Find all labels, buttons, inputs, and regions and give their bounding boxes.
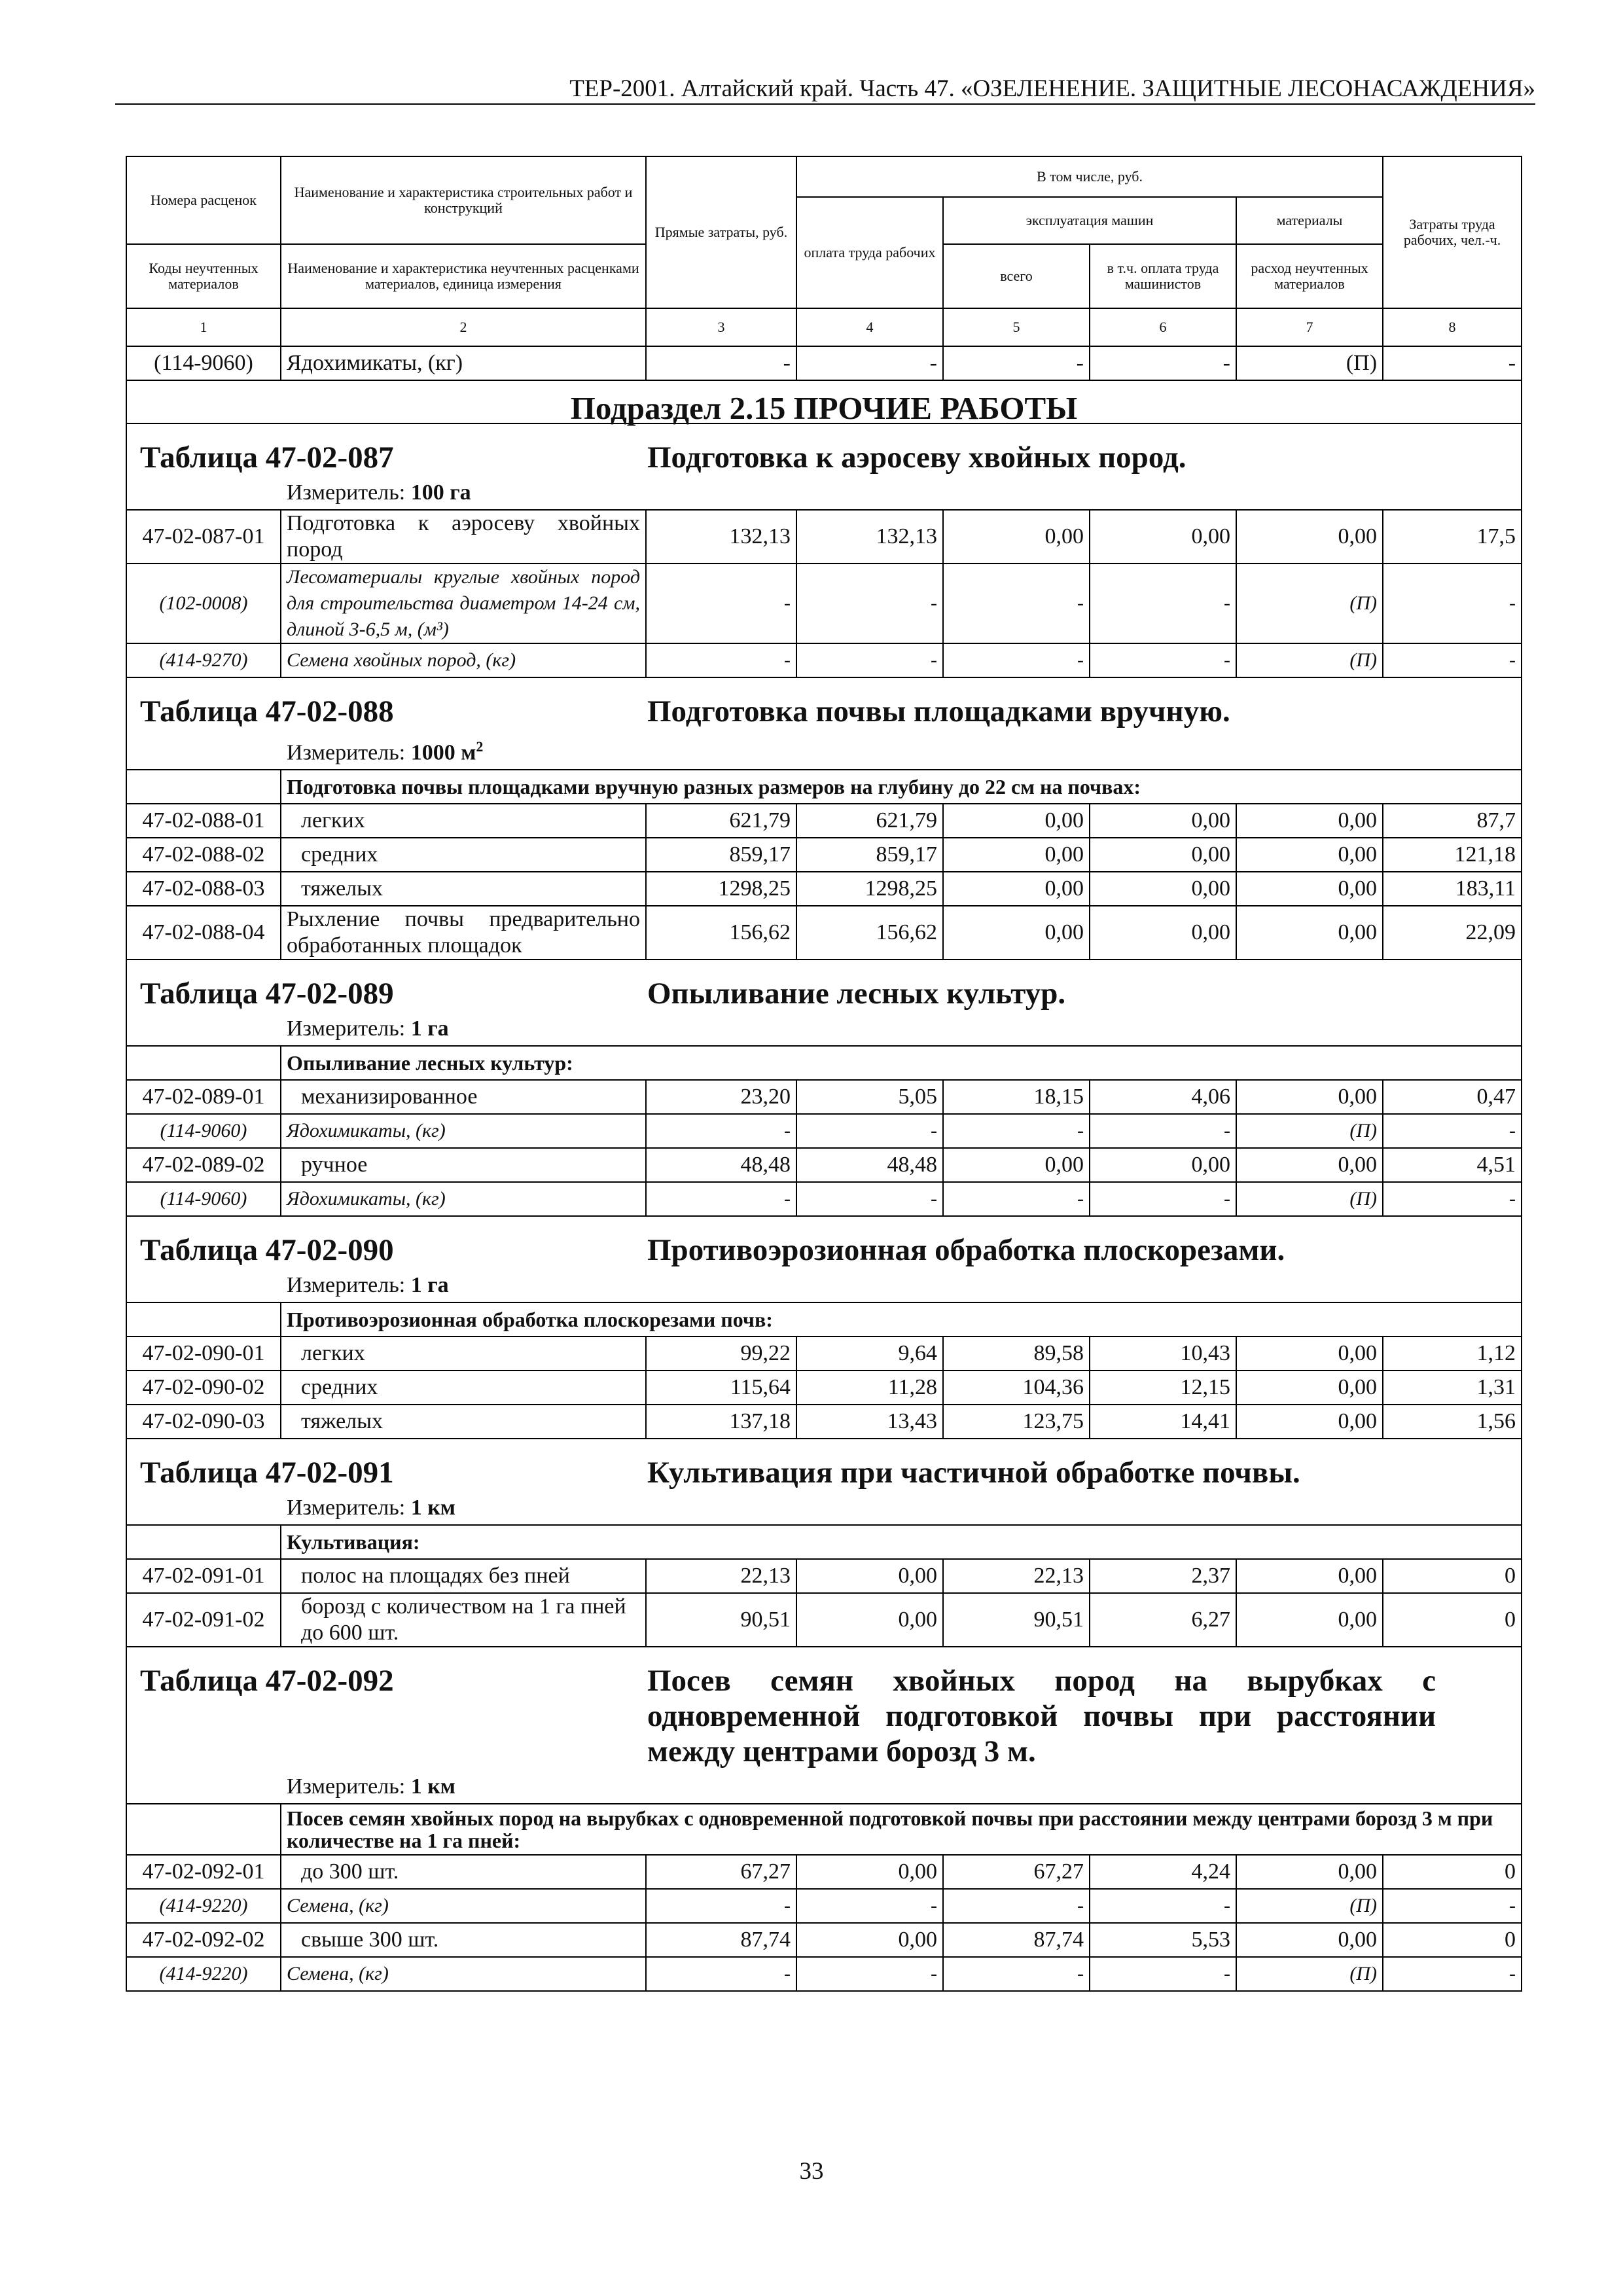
rate-value: 11,28 (796, 1371, 943, 1405)
table-title-row (126, 1647, 1522, 1804)
running-header-text: ТЕР-2001. Алтайский край. Часть 47. «ОЗЕЛЕНЕНИЕ. ЗАЩИТНЫЕ ЛЕСОНАСАЖДЕНИЯ» (569, 75, 1535, 102)
rate-row (126, 1405, 1522, 1439)
rate-value: 0,00 (1236, 906, 1383, 960)
rate-value: 0,00 (1236, 1405, 1383, 1439)
rate-code: 47-02-088-04 (126, 906, 281, 960)
rate-value: 13,43 (796, 1405, 943, 1439)
rate-value: - (796, 1889, 943, 1923)
rate-code: (414-9220) (126, 1957, 281, 1991)
header-name-unaccounted: Наименование и характеристика неучтенных расценками материалов, единица измерения (281, 244, 646, 308)
column-number: 6 (1090, 308, 1236, 346)
rate-value: - (646, 1889, 796, 1923)
rate-code: 47-02-090-01 (126, 1336, 281, 1371)
rate-row (126, 838, 1522, 872)
rates-table (126, 156, 1522, 1992)
rate-value: 0,00 (1236, 1593, 1383, 1647)
rate-name: тяжелых (281, 872, 646, 906)
rate-row (126, 1080, 1522, 1114)
rate-value: (П) (1236, 564, 1383, 643)
table-title-row (126, 960, 1522, 1046)
rate-code: 47-02-091-02 (126, 1593, 281, 1647)
header-direct-costs: Прямые затраты, руб. (646, 156, 796, 308)
table-title: Культивация при частичной обработке почвы. (647, 1456, 1300, 1490)
rate-row (126, 1923, 1522, 1957)
rate-value: - (1383, 643, 1522, 677)
group-row (126, 1525, 1522, 1559)
material-row (126, 643, 1522, 677)
rate-value: 1,56 (1383, 1405, 1522, 1439)
rate-value: 0,00 (796, 1593, 943, 1647)
rate-code: (414-9220) (126, 1889, 281, 1923)
table-title-block (126, 677, 1522, 770)
rate-value: 90,51 (646, 1593, 796, 1647)
rate-name: свыше 300 шт. (281, 1923, 646, 1957)
rate-value: - (1090, 1889, 1236, 1923)
rate-name: механизированное (281, 1080, 646, 1114)
rate-name: Ядохимикаты, (кг) (281, 1114, 646, 1148)
table-title-block (126, 1439, 1522, 1525)
rate-value: 137,18 (646, 1405, 796, 1439)
rate-value: 5,05 (796, 1080, 943, 1114)
header-machinist-pay: в т.ч. оплата труда машинистов (1090, 244, 1236, 308)
rate-value: 48,48 (796, 1148, 943, 1182)
table-title: Подготовка к аэросеву хвойных пород. (647, 440, 1186, 475)
rate-name: легких (281, 1336, 646, 1371)
rate-value: 12,15 (1090, 1371, 1236, 1405)
rate-value: 90,51 (943, 1593, 1090, 1647)
rate-value: - (1383, 1889, 1522, 1923)
rate-value: - (943, 1182, 1090, 1216)
rate-value: - (943, 1957, 1090, 1991)
rate-row (126, 1148, 1522, 1182)
rate-value: 0,00 (1236, 1923, 1383, 1957)
table-title-block (126, 1647, 1522, 1804)
rate-value: - (1383, 346, 1522, 380)
rate-name: Рыхление почвы предварительно обработанных площадок (281, 906, 646, 960)
measurer-label: Измеритель: (287, 1496, 406, 1520)
group-spacer (126, 1046, 281, 1080)
rate-name: Подготовка к аэросеву хвойных пород (281, 510, 646, 564)
header-machines-total: всего (943, 244, 1090, 308)
rate-value: - (943, 643, 1090, 677)
table-title-row (126, 1216, 1522, 1302)
rate-value: 183,11 (1383, 872, 1522, 906)
table-title-row (126, 1439, 1522, 1525)
rate-value: 9,64 (796, 1336, 943, 1371)
table-title-block (126, 960, 1522, 1046)
rate-value: 0,00 (943, 1148, 1090, 1182)
rate-value: 89,58 (943, 1336, 1090, 1371)
rate-name: Лесоматериалы круглые хвойных пород для строительства диаметром 14-24 см, длиной 3-6,5 м, (м³) (281, 564, 646, 643)
rate-value: 121,18 (1383, 838, 1522, 872)
rate-value: 0,00 (1236, 838, 1383, 872)
material-row (126, 1182, 1522, 1216)
rate-name: Семена хвойных пород, (кг) (281, 643, 646, 677)
measurer-unit: 1 га (410, 1016, 449, 1041)
measurer-label: Измеритель: (287, 740, 406, 765)
measurer (127, 729, 1521, 769)
subsection-title: Подраздел 2.15 ПРОЧИЕ РАБОТЫ (570, 390, 1078, 426)
rate-value: 14,41 (1090, 1405, 1236, 1439)
rate-code: (114-9060) (126, 1182, 281, 1216)
column-number: 7 (1236, 308, 1383, 346)
rate-row (126, 804, 1522, 838)
rate-name: Семена, (кг) (281, 1957, 646, 1991)
rate-value: 4,51 (1383, 1148, 1522, 1182)
rate-value: - (796, 1957, 943, 1991)
rate-code: (114-9060) (126, 346, 281, 380)
rate-value: - (1383, 1957, 1522, 1991)
group-caption: Опыливание лесных культур: (281, 1046, 1522, 1080)
rate-row (126, 1855, 1522, 1889)
rate-value: 67,27 (646, 1855, 796, 1889)
rate-value: 22,13 (943, 1559, 1090, 1593)
rate-value: 132,13 (796, 510, 943, 564)
group-caption: Противоэрозионная обработка плоскорезами почв: (281, 1302, 1522, 1336)
header-machines: эксплуатация машин (943, 197, 1236, 244)
rate-value: - (646, 564, 796, 643)
rate-row (126, 346, 1522, 380)
table-title: Посев семян хвойных пород на вырубках с одновременной подготовкой почвы при расстоянии между центрами борозд 3 м. (647, 1664, 1436, 1769)
rate-value: 0,00 (1236, 804, 1383, 838)
group-caption: Подготовка почвы площадками вручную разных размеров на глубину до 22 см на почвах: (281, 770, 1522, 804)
header-labor-pay: оплата труда рабочих (796, 197, 943, 308)
rate-value: 17,5 (1383, 510, 1522, 564)
running-header (115, 71, 1535, 105)
header-name: Наименование и характеристика строительных работ и конструкций (281, 156, 646, 244)
rate-value: 0,00 (943, 838, 1090, 872)
measurer-label: Измеритель: (287, 480, 406, 505)
rate-name: тяжелых (281, 1405, 646, 1439)
rate-name: легких (281, 804, 646, 838)
rate-value: - (796, 643, 943, 677)
rate-value: 104,36 (943, 1371, 1090, 1405)
rate-value: 156,62 (796, 906, 943, 960)
rate-row (126, 872, 1522, 906)
measurer (127, 1268, 1521, 1302)
rate-code: (114-9060) (126, 1114, 281, 1148)
rate-name: Ядохимикаты, (кг) (281, 346, 646, 380)
rate-value: - (1383, 1114, 1522, 1148)
group-row (126, 1302, 1522, 1336)
header-materials: материалы (1236, 197, 1383, 244)
rate-name: полос на площадях без пней (281, 1559, 646, 1593)
rate-code: 47-02-091-01 (126, 1559, 281, 1593)
rate-code: 47-02-090-02 (126, 1371, 281, 1405)
rate-value: 6,27 (1090, 1593, 1236, 1647)
rate-value: 123,75 (943, 1405, 1090, 1439)
group-spacer (126, 1302, 281, 1336)
rate-value: 0,00 (1236, 872, 1383, 906)
material-row (126, 1114, 1522, 1148)
rate-name: Семена, (кг) (281, 1889, 646, 1923)
group-spacer (126, 770, 281, 804)
measurer-unit: 1 км (410, 1496, 455, 1520)
rate-value: 621,79 (646, 804, 796, 838)
rate-value: 0,00 (1236, 1371, 1383, 1405)
rate-value: 0 (1383, 1855, 1522, 1889)
rate-value: 4,24 (1090, 1855, 1236, 1889)
column-number: 3 (646, 308, 796, 346)
rate-value: 99,22 (646, 1336, 796, 1371)
rate-value: - (943, 346, 1090, 380)
rate-value: 0,00 (1236, 510, 1383, 564)
material-row (126, 564, 1522, 643)
table-title: Подготовка почвы площадками вручную. (647, 694, 1230, 728)
header-labor-costs: Затраты труда рабочих, чел.-ч. (1383, 156, 1522, 308)
table-title: Противоэрозионная обработка плоскорезами. (647, 1233, 1285, 1268)
rate-value: 156,62 (646, 906, 796, 960)
rate-code: 47-02-088-03 (126, 872, 281, 906)
rate-value: - (1090, 564, 1236, 643)
rate-value: (П) (1236, 1957, 1383, 1991)
table-title-row (126, 677, 1522, 770)
group-caption: Посев семян хвойных пород на вырубках с одновременной подготовкой почвы при расстоянии между центрами борозд 3 м при количестве на 1 га пней: (281, 1804, 1522, 1855)
group-row (126, 770, 1522, 804)
measurer-unit: 1 км (410, 1774, 455, 1799)
group-row (126, 1046, 1522, 1080)
rate-code: 47-02-087-01 (126, 510, 281, 564)
rate-value: - (1090, 1114, 1236, 1148)
page-number: 33 (799, 2158, 824, 2185)
measurer-label: Измеритель: (287, 1016, 406, 1041)
rate-value: 0,00 (1236, 1080, 1383, 1114)
subsection-cell (126, 380, 1522, 426)
rate-code: 47-02-088-01 (126, 804, 281, 838)
rate-code: 47-02-088-02 (126, 838, 281, 872)
rate-value: 67,27 (943, 1855, 1090, 1889)
rate-name: до 300 шт. (281, 1855, 646, 1889)
rate-value: 22,09 (1383, 906, 1522, 960)
rate-value: - (943, 1114, 1090, 1148)
rate-value: 4,06 (1090, 1080, 1236, 1114)
rate-value: 0,00 (943, 804, 1090, 838)
rate-value: 1,12 (1383, 1336, 1522, 1371)
rate-row (126, 510, 1522, 564)
rate-value: - (1090, 1957, 1236, 1991)
rate-code: 47-02-089-01 (126, 1080, 281, 1114)
rate-value: 0,00 (1236, 1148, 1383, 1182)
rate-name: средних (281, 1371, 646, 1405)
rate-value: 0 (1383, 1923, 1522, 1957)
rate-value: 115,64 (646, 1371, 796, 1405)
rate-row (126, 906, 1522, 960)
rate-value: 0,00 (796, 1559, 943, 1593)
rate-value: (П) (1236, 1114, 1383, 1148)
rate-value: 0,00 (1090, 872, 1236, 906)
rate-code: 47-02-092-01 (126, 1855, 281, 1889)
rate-value: (П) (1236, 1889, 1383, 1923)
rate-value: (П) (1236, 346, 1383, 380)
rate-value: 22,13 (646, 1559, 796, 1593)
measurer-label: Измеритель: (287, 1273, 406, 1298)
column-number: 5 (943, 308, 1090, 346)
rate-code: (414-9270) (126, 643, 281, 677)
rate-name: борозд с количеством на 1 га пней до 600 шт. (281, 1593, 646, 1647)
rate-value: 0,00 (1090, 510, 1236, 564)
column-number: 4 (796, 308, 943, 346)
rate-value: 1,31 (1383, 1371, 1522, 1405)
rate-value: 859,17 (796, 838, 943, 872)
group-spacer (126, 1525, 281, 1559)
rate-value: 0,00 (796, 1923, 943, 1957)
group-spacer (126, 1804, 281, 1855)
measurer-unit: 1 га (410, 1273, 449, 1298)
subsection-row (126, 380, 1522, 423)
measurer (127, 1011, 1521, 1045)
material-row (126, 1957, 1522, 1991)
rate-value: 87,74 (943, 1923, 1090, 1957)
measurer-unit-sup: 2 (476, 738, 484, 755)
column-numbers-row (126, 308, 1522, 346)
rate-value: 0,00 (1236, 1559, 1383, 1593)
rate-value: - (796, 1114, 943, 1148)
table-number: Таблица 47-02-091 (140, 1456, 394, 1490)
table-number: Таблица 47-02-088 (140, 694, 394, 728)
rate-value: - (943, 564, 1090, 643)
rate-value: - (943, 1889, 1090, 1923)
table-number: Таблица 47-02-090 (140, 1233, 394, 1268)
rate-value: - (1383, 1182, 1522, 1216)
rate-value: 48,48 (646, 1148, 796, 1182)
rate-value: 0,00 (1090, 804, 1236, 838)
table-title-block (126, 1216, 1522, 1302)
rate-value: 0,00 (943, 510, 1090, 564)
rate-value: (П) (1236, 1182, 1383, 1216)
rate-value: 132,13 (646, 510, 796, 564)
measurer (127, 1490, 1521, 1524)
table-title-block (126, 423, 1522, 510)
rate-value: - (646, 346, 796, 380)
rate-value: - (1090, 346, 1236, 380)
rate-value: 23,20 (646, 1080, 796, 1114)
rate-value: 0 (1383, 1593, 1522, 1647)
rate-name: Ядохимикаты, (кг) (281, 1182, 646, 1216)
header-incl: В том числе, руб. (796, 156, 1383, 197)
rate-value: 0,00 (1236, 1336, 1383, 1371)
rate-value: - (1383, 564, 1522, 643)
rate-value: 0,00 (1090, 838, 1236, 872)
column-number: 8 (1383, 308, 1522, 346)
column-number: 2 (281, 308, 646, 346)
header-material-consumption: расход неучтенных материалов (1236, 244, 1383, 308)
rate-code: (102-0008) (126, 564, 281, 643)
rate-code: 47-02-089-02 (126, 1148, 281, 1182)
table-title-row (126, 423, 1522, 510)
rate-value: 0,00 (796, 1855, 943, 1889)
table-title: Опыливание лесных культур. (647, 977, 1066, 1011)
rate-row (126, 1336, 1522, 1371)
rate-value: 87,74 (646, 1923, 796, 1957)
material-row (126, 1889, 1522, 1923)
rate-value: - (1090, 643, 1236, 677)
rate-row (126, 1593, 1522, 1647)
rate-value: 18,15 (943, 1080, 1090, 1114)
rate-value: - (646, 1957, 796, 1991)
rate-value: 1298,25 (646, 872, 796, 906)
rate-value: 0,00 (943, 906, 1090, 960)
rate-code: 47-02-090-03 (126, 1405, 281, 1439)
group-caption: Культивация: (281, 1525, 1522, 1559)
rate-value: 2,37 (1090, 1559, 1236, 1593)
measurer-label: Измеритель: (287, 1774, 406, 1799)
rate-value: 5,53 (1090, 1923, 1236, 1957)
rate-value: - (1090, 1182, 1236, 1216)
measurer-unit: 100 га (410, 480, 471, 505)
table-number: Таблица 47-02-092 (140, 1664, 394, 1698)
rate-value: 859,17 (646, 838, 796, 872)
column-number: 1 (126, 308, 281, 346)
measurer-unit: 1000 м (410, 740, 476, 765)
rate-value: 87,7 (1383, 804, 1522, 838)
rate-value: 0 (1383, 1559, 1522, 1593)
rate-value: 0,00 (1090, 906, 1236, 960)
measurer (127, 475, 1521, 509)
table-number: Таблица 47-02-089 (140, 977, 394, 1011)
rate-value: 1298,25 (796, 872, 943, 906)
rate-name: ручное (281, 1148, 646, 1182)
rate-value: - (646, 1114, 796, 1148)
rate-value: - (796, 1182, 943, 1216)
header-codes: Номера расценок (126, 156, 281, 244)
measurer (127, 1769, 1521, 1803)
rate-name: средних (281, 838, 646, 872)
rate-row (126, 1371, 1522, 1405)
rate-code: 47-02-092-02 (126, 1923, 281, 1957)
rate-value: 0,00 (943, 872, 1090, 906)
rate-value: - (646, 1182, 796, 1216)
rate-value: 0,47 (1383, 1080, 1522, 1114)
rate-value: (П) (1236, 643, 1383, 677)
rate-value: - (796, 564, 943, 643)
rate-value: 10,43 (1090, 1336, 1236, 1371)
rate-value: - (796, 346, 943, 380)
rate-value: 0,00 (1236, 1855, 1383, 1889)
rate-value: 621,79 (796, 804, 943, 838)
table-number: Таблица 47-02-087 (140, 440, 394, 475)
rate-row (126, 1559, 1522, 1593)
group-row (126, 1804, 1522, 1855)
rate-value: 0,00 (1090, 1148, 1236, 1182)
header-codes-unaccounted: Коды неучтенных материалов (126, 244, 281, 308)
rate-value: - (646, 643, 796, 677)
